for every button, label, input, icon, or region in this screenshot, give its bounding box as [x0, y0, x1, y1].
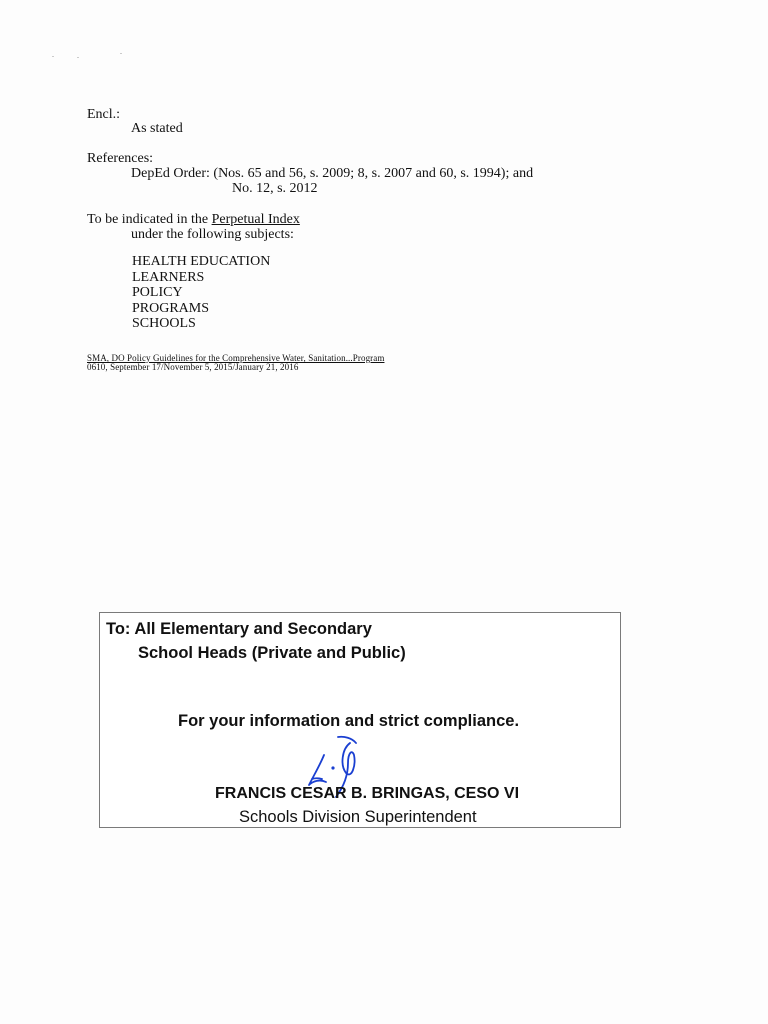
- perpetual-index-line-1: [87, 212, 300, 228]
- references-line-2: No. 12, s. 2012: [232, 181, 318, 196]
- subject-item: SCHOOLS: [132, 316, 196, 331]
- memo-to-line-1: To: All Elementary and Secondary: [106, 620, 372, 638]
- perpetual-index-line-2: under the following subjects:: [131, 227, 294, 242]
- scan-speck: [52, 56, 54, 57]
- signatory-title: Schools Division Superintendent: [239, 808, 477, 826]
- subject-item: POLICY: [132, 285, 183, 300]
- perpetual-index-prefix: To be indicated in the: [87, 212, 212, 227]
- subject-item: LEARNERS: [132, 269, 205, 285]
- enclosure-value: As stated: [131, 121, 183, 136]
- memo-to-line-2: School Heads (Private and Public): [138, 644, 406, 662]
- references-label: References:: [87, 151, 154, 166]
- file-note-line-2: 0610, September 17/November 5, 2015/January 21, 2016: [87, 362, 299, 372]
- subject-item: HEALTH EDUCATION: [132, 254, 271, 269]
- subject-item: PROGRAMS: [132, 300, 210, 316]
- perpetual-index-link: Perpetual Index: [211, 212, 300, 227]
- scan-speck: [77, 57, 79, 58]
- enclosure-label: Encl.:: [87, 107, 121, 122]
- memo-stamp-box: [99, 612, 621, 828]
- subject-list: [132, 254, 270, 332]
- file-note-text: SMA, DO Policy Guidelines for the Comprehensive Water, Sanitation...Program: [87, 353, 385, 363]
- references-line-1: DepEd Order: (Nos. 65 and 56, s. 2009; 8, s. 2007 and 60, s. 1994); and: [131, 166, 534, 181]
- signatory-name: FRANCIS CESAR B. BRINGAS, CESO VI: [215, 785, 520, 802]
- memo-instruction: For your information and strict compliance.: [178, 712, 520, 730]
- scan-speck: [120, 53, 122, 54]
